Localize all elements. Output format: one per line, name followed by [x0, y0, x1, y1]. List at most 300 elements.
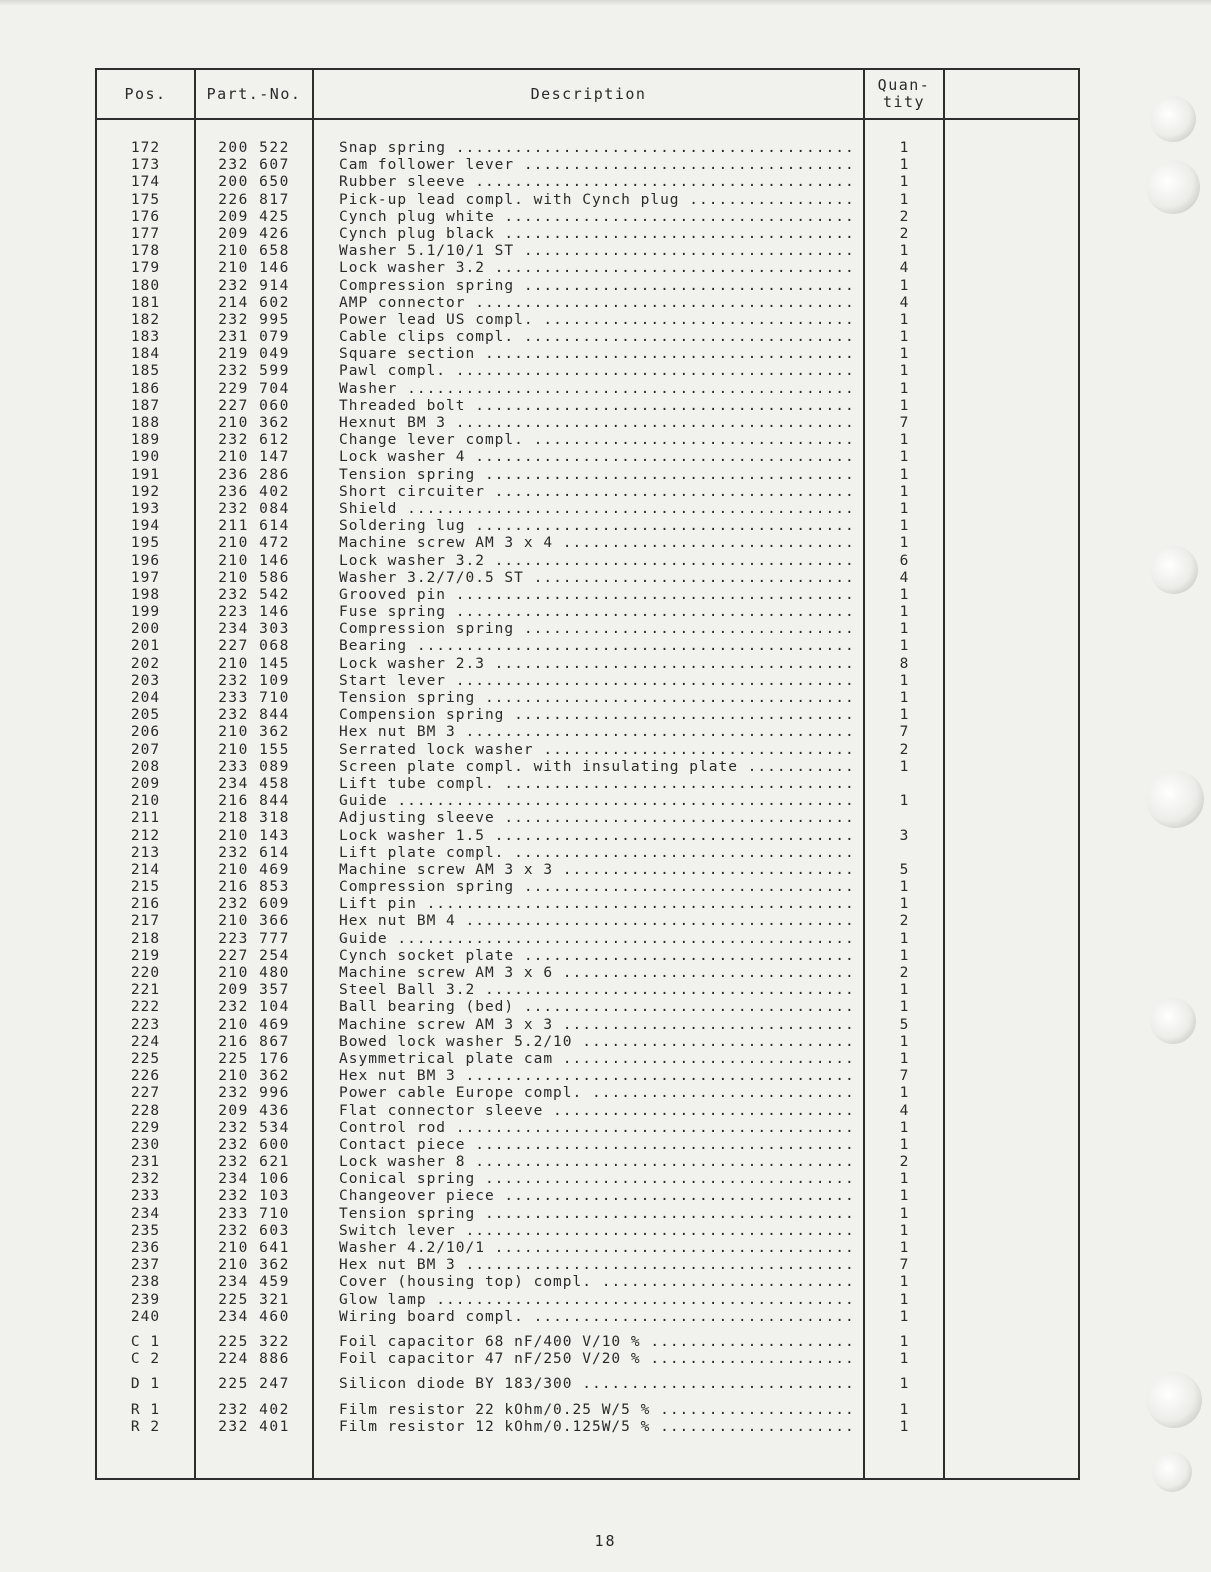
pos-cell: 226: [130, 1068, 161, 1085]
table-row: [97, 1292, 1078, 1309]
table-row: [97, 140, 1078, 157]
binder-hole: [1152, 1452, 1192, 1492]
description-cell: Foil capacitor 47 nF/250 V/20 % .....: [339, 1351, 853, 1368]
part-no-cell: 225 176: [218, 1050, 290, 1067]
description-cell: Film resistor 22 kOhm/0.25 W/5 % .....: [339, 1402, 853, 1419]
description-cell: Silicon diode BY 183/300 .....: [339, 1376, 853, 1393]
quantity-cell: 7: [899, 415, 909, 431]
page-number: 18: [594, 1532, 617, 1550]
quantity-cell: 1: [899, 346, 909, 363]
quantity-cell: 2: [899, 741, 909, 758]
binder-hole: [1150, 96, 1196, 142]
part-no-cell: 210 472: [218, 535, 290, 552]
quantity-cell: 1: [899, 329, 909, 346]
part-no-cell: 233 089: [218, 758, 290, 775]
pos-cell: 186: [130, 380, 161, 397]
quantity-cell: 1: [899, 947, 909, 964]
part-no-cell: 209 425: [218, 208, 290, 225]
pos-cell: 173: [130, 157, 161, 174]
description-cell: Guide .....: [339, 931, 853, 948]
part-no-cell: 233 710: [218, 690, 290, 706]
table-row: [97, 948, 1078, 965]
pos-cell: 201: [130, 638, 161, 655]
part-no-cell: 232 614: [218, 844, 290, 861]
part-no-cell: 231 079: [218, 329, 290, 346]
description-cell: Hexnut BM 3 .....: [339, 415, 853, 432]
table-row: [97, 1351, 1078, 1368]
binder-hole: [1150, 546, 1198, 594]
table-row: [97, 638, 1078, 655]
description-cell: AMP connector .....: [339, 295, 853, 312]
quantity-cell: 1: [899, 1188, 909, 1205]
binder-hole: [1146, 1372, 1202, 1428]
part-no-cell: 232 103: [218, 1188, 290, 1205]
pos-cell: 218: [130, 930, 161, 947]
part-no-cell: 225 322: [218, 1333, 290, 1350]
description-cell: Lock washer 2.3 .....: [339, 656, 853, 673]
table-row: [97, 1171, 1078, 1188]
quantity-cell: 2: [899, 1154, 909, 1171]
table-row: [97, 295, 1078, 312]
pos-cell: 235: [130, 1222, 161, 1239]
table-row: [97, 432, 1078, 449]
part-no-cell: 210 362: [218, 1068, 290, 1085]
quantity-cell: 1: [899, 758, 909, 775]
pos-cell: 182: [130, 311, 161, 328]
quantity-cell: 1: [899, 157, 909, 174]
pos-cell: 176: [130, 208, 161, 225]
pos-cell: 219: [130, 947, 161, 964]
table-row: [97, 484, 1078, 501]
quantity-cell: 1: [899, 1401, 909, 1418]
table-row: [97, 209, 1078, 226]
table-row: [97, 587, 1078, 604]
description-cell: Hex nut BM 4 .....: [339, 913, 853, 930]
description-cell: Tension spring .....: [339, 1206, 853, 1223]
table-row: [97, 398, 1078, 415]
part-no-cell: 226 817: [218, 191, 290, 208]
quantity-cell: 1: [899, 380, 909, 397]
part-no-cell: 227 254: [218, 947, 290, 964]
part-no-cell: 210 366: [218, 913, 290, 930]
pos-cell: R 1: [130, 1401, 161, 1418]
pos-cell: 233: [130, 1188, 161, 1205]
pos-cell: 188: [130, 415, 161, 431]
table-row: [97, 1017, 1078, 1034]
quantity-cell: 1: [899, 449, 909, 466]
part-no-cell: 234 460: [218, 1308, 290, 1325]
part-no-cell: 233 710: [218, 1205, 290, 1222]
quantity-cell: 8: [899, 655, 909, 672]
pos-cell: 172: [130, 140, 161, 156]
table-row: [97, 570, 1078, 587]
part-no-cell: 232 109: [218, 672, 290, 689]
pos-cell: 216: [130, 896, 161, 913]
table-row: [97, 1376, 1078, 1393]
quantity-cell: 6: [899, 552, 909, 569]
quantity-cell: 1: [899, 1240, 909, 1256]
header-divider: [97, 118, 1078, 120]
pos-cell: 192: [130, 483, 161, 500]
quantity-cell: 1: [899, 930, 909, 947]
part-no-cell: 232 996: [218, 1085, 290, 1102]
part-no-cell: 232 084: [218, 500, 290, 517]
part-no-cell: 210 145: [218, 655, 290, 672]
part-no-cell: 210 362: [218, 1257, 290, 1274]
part-no-cell: 210 480: [218, 965, 290, 981]
quantity-cell: 1: [899, 191, 909, 208]
table-row: [97, 828, 1078, 845]
part-no-cell: 200 522: [218, 140, 290, 156]
table-row: [97, 845, 1078, 862]
pos-cell: C 1: [130, 1333, 161, 1350]
quantity-cell: 1: [899, 793, 909, 810]
part-no-cell: 214 602: [218, 294, 290, 311]
pos-cell: 225: [130, 1050, 161, 1067]
part-no-cell: 218 318: [218, 810, 290, 827]
table-row: [97, 174, 1078, 191]
table-row: [97, 157, 1078, 174]
description-cell: Cynch socket plate .....: [339, 948, 853, 965]
table-row: [97, 518, 1078, 535]
description-cell: Glow lamp .....: [339, 1292, 853, 1309]
quantity-cell: 1: [899, 1308, 909, 1325]
pos-cell: 193: [130, 500, 161, 517]
description-cell: Cover (housing top) compl. .....: [339, 1274, 853, 1291]
quantity-cell: 2: [899, 225, 909, 242]
description-cell: Washer 4.2/10/1 .....: [339, 1240, 853, 1257]
description-cell: Machine screw AM 3 x 4 .....: [339, 535, 853, 552]
pos-cell: 194: [130, 518, 161, 535]
pos-cell: 196: [130, 552, 161, 569]
quantity-cell: 1: [899, 277, 909, 294]
part-no-cell: 216 853: [218, 879, 290, 896]
pos-cell: 178: [130, 243, 161, 260]
part-no-cell: 232 600: [218, 1136, 290, 1153]
description-cell: Machine screw AM 3 x 3 .....: [339, 862, 853, 879]
quantity-cell: 2: [899, 965, 909, 981]
pos-cell: 202: [130, 655, 161, 672]
table-row: [97, 1334, 1078, 1351]
part-no-cell: 219 049: [218, 346, 290, 363]
quantity-cell: 1: [899, 1274, 909, 1291]
part-no-cell: 232 607: [218, 157, 290, 174]
header-quantity: Quan- tity: [877, 76, 931, 111]
description-cell: Conical spring .....: [339, 1171, 853, 1188]
pos-cell: 224: [130, 1033, 161, 1050]
part-no-cell: 232 609: [218, 896, 290, 913]
description-cell: Asymmetrical plate cam .....: [339, 1051, 853, 1068]
pos-cell: 180: [130, 277, 161, 294]
quantity-cell: 7: [899, 1068, 909, 1085]
part-no-cell: 211 614: [218, 518, 290, 535]
part-no-cell: 232 914: [218, 277, 290, 294]
part-no-cell: 234 106: [218, 1171, 290, 1188]
table-row: [97, 192, 1078, 209]
pos-cell: 234: [130, 1205, 161, 1222]
quantity-cell: 1: [899, 707, 909, 724]
table-row: [97, 1137, 1078, 1154]
pos-cell: 184: [130, 346, 161, 363]
part-no-cell: 224 886: [218, 1351, 290, 1368]
row-spacer: [97, 1394, 1078, 1402]
description-cell: Square section .....: [339, 346, 853, 363]
quantity-cell: 1: [899, 999, 909, 1016]
part-no-cell: 200 650: [218, 174, 290, 191]
part-no-cell: 225 321: [218, 1291, 290, 1308]
quantity-cell: 1: [899, 672, 909, 689]
part-no-cell: 227 060: [218, 397, 290, 414]
pos-cell: 222: [130, 999, 161, 1016]
table-row: [97, 604, 1078, 621]
part-no-cell: 227 068: [218, 638, 290, 655]
description-cell: Lock washer 8 .....: [339, 1154, 853, 1171]
table-row: [97, 690, 1078, 707]
part-no-cell: 232 401: [218, 1418, 290, 1435]
table-row: [97, 1206, 1078, 1223]
pos-cell: 189: [130, 432, 161, 449]
pos-cell: R 2: [130, 1418, 161, 1435]
quantity-cell: 1: [899, 1171, 909, 1188]
description-cell: Control rod .....: [339, 1120, 853, 1137]
quantity-cell: 1: [899, 466, 909, 483]
quantity-cell: 1: [899, 586, 909, 603]
table-row: [97, 1223, 1078, 1240]
part-no-cell: 232 621: [218, 1154, 290, 1171]
quantity-cell: 1: [899, 1205, 909, 1222]
quantity-cell: 1: [899, 483, 909, 500]
table-row: [97, 982, 1078, 999]
quantity-cell: 1: [899, 1376, 909, 1393]
table-row: [97, 776, 1078, 793]
pos-cell: C 2: [130, 1351, 161, 1368]
table-row: [97, 1034, 1078, 1051]
part-no-cell: 229 704: [218, 380, 290, 397]
quantity-cell: 1: [899, 604, 909, 621]
pos-cell: 207: [130, 741, 161, 758]
quantity-cell: 1: [899, 311, 909, 328]
description-cell: Compression spring .....: [339, 278, 853, 295]
quantity-cell: 4: [899, 1102, 909, 1119]
pos-cell: 198: [130, 586, 161, 603]
description-cell: Lift pin .....: [339, 896, 853, 913]
description-cell: Washer 3.2/7/0.5 ST .....: [339, 570, 853, 587]
description-cell: Lock washer 4 .....: [339, 449, 853, 466]
binder-hole: [1146, 770, 1204, 828]
pos-cell: 205: [130, 707, 161, 724]
pos-cell: 179: [130, 260, 161, 277]
description-cell: Lift plate compl. .....: [339, 845, 853, 862]
quantity-cell: 5: [899, 1016, 909, 1033]
parts-table: [95, 68, 1080, 1480]
table-row: [97, 621, 1078, 638]
pos-cell: 187: [130, 397, 161, 414]
description-cell: Cynch plug black .....: [339, 226, 853, 243]
row-spacer: [97, 1326, 1078, 1334]
description-cell: Cynch plug white .....: [339, 209, 853, 226]
part-no-cell: 232 995: [218, 311, 290, 328]
table-row: [97, 913, 1078, 930]
table-row: [97, 1240, 1078, 1257]
description-cell: Cable clips compl. .....: [339, 329, 853, 346]
header-description: Description: [530, 84, 647, 103]
part-no-cell: 209 357: [218, 982, 290, 999]
table-row: [97, 363, 1078, 380]
description-cell: Fuse spring .....: [339, 604, 853, 621]
part-no-cell: 209 436: [218, 1102, 290, 1119]
pos-cell: 217: [130, 913, 161, 930]
description-cell: Tension spring .....: [339, 467, 853, 484]
pos-cell: D 1: [130, 1376, 161, 1393]
part-no-cell: 234 458: [218, 775, 290, 792]
description-cell: Lock washer 3.2 .....: [339, 553, 853, 570]
table-row: [97, 999, 1078, 1016]
part-no-cell: 232 844: [218, 707, 290, 724]
description-cell: Bowed lock washer 5.2/10 .....: [339, 1034, 853, 1051]
quantity-cell: 1: [899, 518, 909, 535]
pos-cell: 210: [130, 793, 161, 810]
description-cell: Bearing .....: [339, 638, 853, 655]
description-cell: Machine screw AM 3 x 6 .....: [339, 965, 853, 982]
part-no-cell: 234 459: [218, 1274, 290, 1291]
part-no-cell: 210 146: [218, 260, 290, 277]
table-row: [97, 1154, 1078, 1171]
pos-cell: 200: [130, 621, 161, 638]
description-cell: Pick-up lead compl. with Cynch plug .....: [339, 192, 853, 209]
description-cell: Compension spring .....: [339, 707, 853, 724]
part-no-cell: 210 469: [218, 861, 290, 878]
table-row: [97, 862, 1078, 879]
quantity-cell: 1: [899, 500, 909, 517]
part-no-cell: 209 426: [218, 225, 290, 242]
pos-cell: 204: [130, 690, 161, 706]
description-cell: Screen plate compl. with insulating plate .....: [339, 759, 853, 776]
quantity-cell: 1: [899, 1085, 909, 1102]
description-cell: Lock washer 3.2 .....: [339, 260, 853, 277]
part-no-cell: 210 362: [218, 415, 290, 431]
table-row: [97, 278, 1078, 295]
description-cell: Snap spring .....: [339, 140, 853, 157]
description-cell: Change lever compl. .....: [339, 432, 853, 449]
quantity-cell: 2: [899, 913, 909, 930]
table-row: [97, 673, 1078, 690]
header-pos: Pos.: [124, 84, 167, 103]
pos-cell: 209: [130, 775, 161, 792]
description-cell: Lift tube compl. .....: [339, 776, 853, 793]
part-no-cell: 236 286: [218, 466, 290, 483]
description-cell: Compression spring .....: [339, 879, 853, 896]
quantity-cell: 1: [899, 1050, 909, 1067]
scan-edge: [0, 0, 1211, 6]
quantity-cell: 4: [899, 569, 909, 586]
quantity-cell: 4: [899, 294, 909, 311]
quantity-cell: 5: [899, 861, 909, 878]
pos-cell: 237: [130, 1257, 161, 1274]
description-cell: Threaded bolt .....: [339, 398, 853, 415]
quantity-cell: 1: [899, 1136, 909, 1153]
description-cell: Film resistor 12 kOhm/0.125W/5 % .....: [339, 1419, 853, 1436]
description-cell: Shield .....: [339, 501, 853, 518]
part-no-cell: 232 603: [218, 1222, 290, 1239]
quantity-cell: 2: [899, 208, 909, 225]
description-cell: Start lever .....: [339, 673, 853, 690]
table-row: [97, 553, 1078, 570]
description-cell: Power cable Europe compl. .....: [339, 1085, 853, 1102]
pos-cell: 206: [130, 724, 161, 741]
binder-hole: [1146, 160, 1200, 214]
description-cell: Serrated lock washer .....: [339, 742, 853, 759]
part-no-cell: 210 146: [218, 552, 290, 569]
description-cell: Washer 5.1/10/1 ST .....: [339, 243, 853, 260]
part-no-cell: 232 612: [218, 432, 290, 449]
table-row: [97, 1257, 1078, 1274]
part-no-cell: 210 155: [218, 741, 290, 758]
pos-cell: 215: [130, 879, 161, 896]
description-cell: Contact piece .....: [339, 1137, 853, 1154]
table-row: [97, 329, 1078, 346]
table-row: [97, 742, 1078, 759]
part-no-cell: 225 247: [218, 1376, 290, 1393]
quantity-cell: 1: [899, 535, 909, 552]
description-cell: Hex nut BM 3 .....: [339, 724, 853, 741]
part-no-cell: 232 599: [218, 363, 290, 380]
pos-cell: 177: [130, 225, 161, 242]
table-row: [97, 896, 1078, 913]
table-row: [97, 467, 1078, 484]
quantity-cell: 7: [899, 1257, 909, 1274]
part-no-cell: 210 586: [218, 569, 290, 586]
table-row: [97, 1068, 1078, 1085]
quantity-cell: 1: [899, 1351, 909, 1368]
table-row: [97, 1402, 1078, 1419]
pos-cell: 214: [130, 861, 161, 878]
description-cell: Adjusting sleeve .....: [339, 810, 853, 827]
pos-cell: 220: [130, 965, 161, 981]
part-no-cell: 210 147: [218, 449, 290, 466]
pos-cell: 203: [130, 672, 161, 689]
quantity-cell: 1: [899, 1222, 909, 1239]
part-no-cell: 232 402: [218, 1401, 290, 1418]
description-cell: Power lead US compl. .....: [339, 312, 853, 329]
part-no-cell: 210 143: [218, 827, 290, 844]
part-no-cell: 232 542: [218, 586, 290, 603]
part-no-cell: 216 844: [218, 793, 290, 810]
part-no-cell: 210 658: [218, 243, 290, 260]
quantity-cell: 1: [899, 1033, 909, 1050]
quantity-cell: 1: [899, 1333, 909, 1350]
part-no-cell: 210 641: [218, 1240, 290, 1256]
pos-cell: 239: [130, 1291, 161, 1308]
pos-cell: 221: [130, 982, 161, 999]
table-row: [97, 1051, 1078, 1068]
table-body: [97, 140, 1078, 1436]
description-cell: Pawl compl. .....: [339, 363, 853, 380]
pos-cell: 191: [130, 466, 161, 483]
pos-cell: 183: [130, 329, 161, 346]
pos-cell: 211: [130, 810, 161, 827]
table-row: [97, 1188, 1078, 1205]
description-cell: Ball bearing (bed) .....: [339, 999, 853, 1016]
quantity-cell: 1: [899, 690, 909, 706]
quantity-cell: 1: [899, 397, 909, 414]
description-cell: Compression spring .....: [339, 621, 853, 638]
pos-cell: 213: [130, 844, 161, 861]
part-no-cell: 216 867: [218, 1033, 290, 1050]
table-row: [97, 1103, 1078, 1120]
pos-cell: 232: [130, 1171, 161, 1188]
table-row: [97, 1419, 1078, 1436]
quantity-cell: 1: [899, 363, 909, 380]
